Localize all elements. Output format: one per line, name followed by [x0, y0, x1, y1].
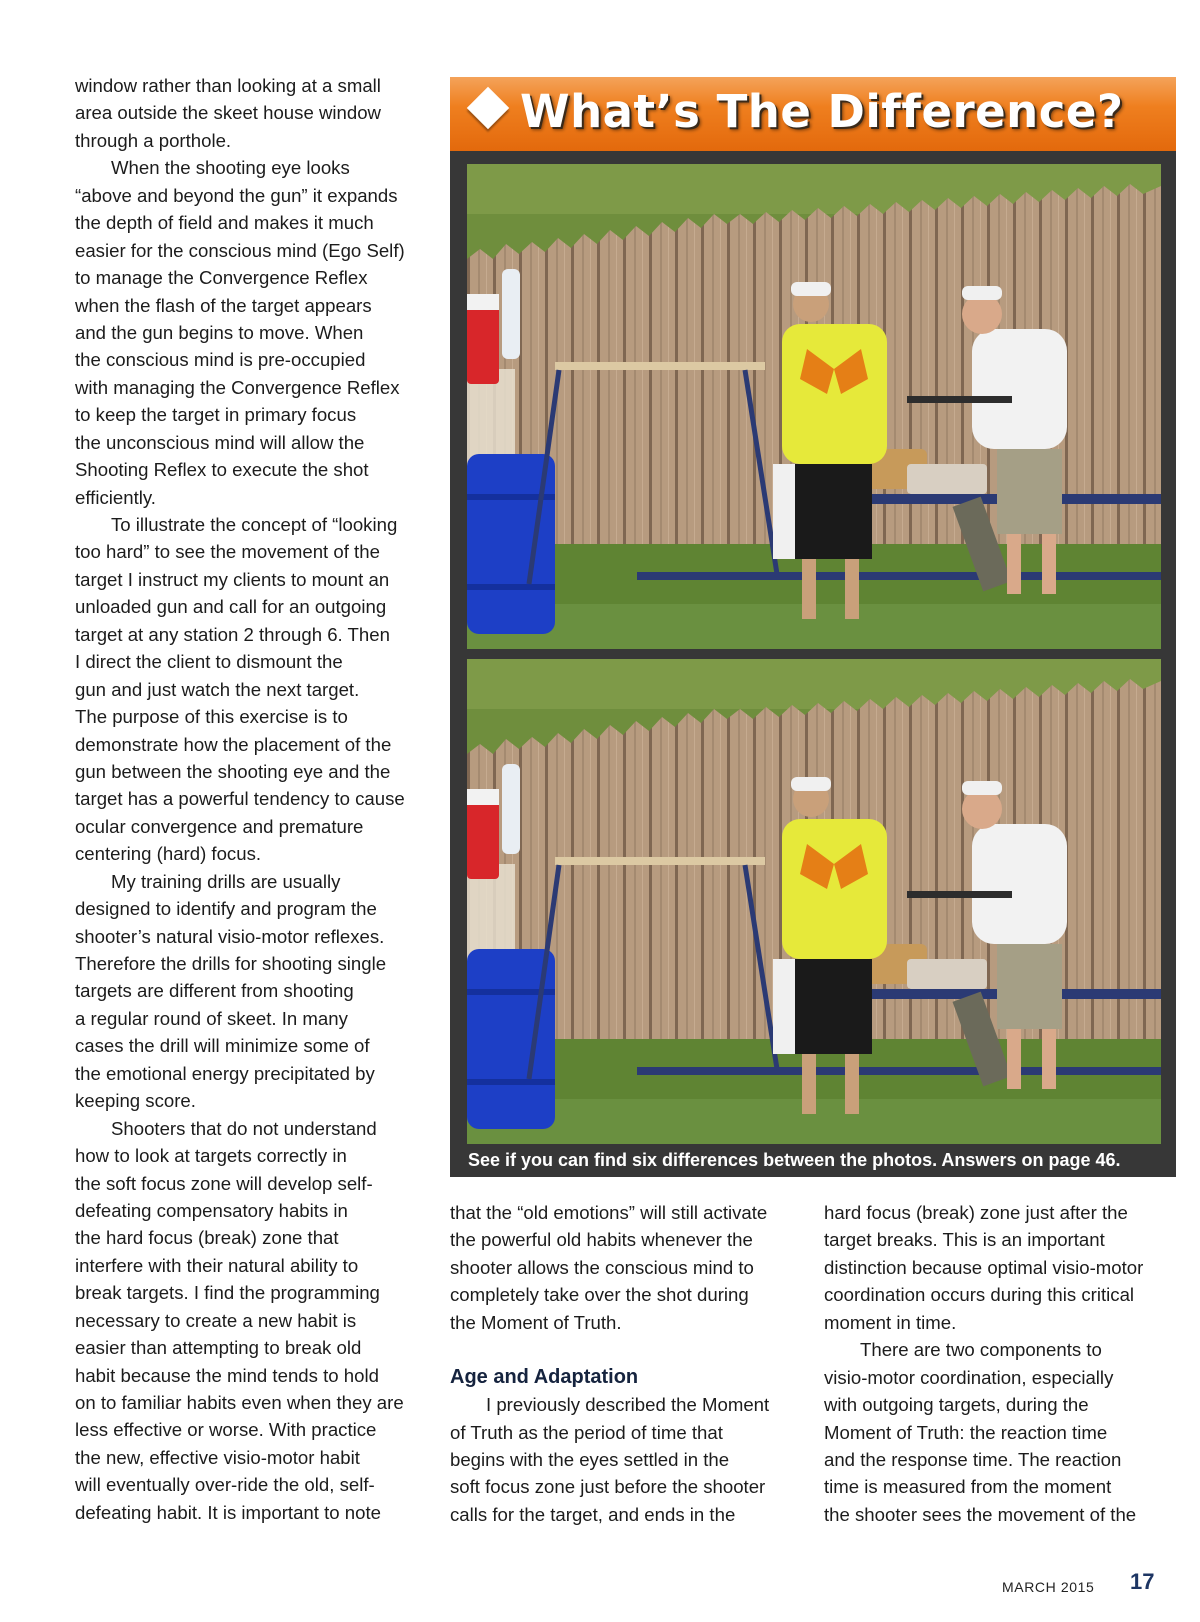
text-line: the new, effective visio-motor habit	[75, 1446, 360, 1468]
text-line: with outgoing targets, during the	[824, 1394, 1089, 1416]
text-line: unloaded gun and call for an outgoing	[75, 596, 387, 618]
article-column-right	[824, 1199, 1184, 1528]
text-line: “above and beyond the gun” it expands	[75, 184, 398, 206]
text-line: easier for the conscious mind (Ego Self)	[75, 239, 405, 261]
text-line: the shooter sees the movement of the	[824, 1503, 1137, 1525]
text-line: of Truth as the period of time that	[450, 1421, 723, 1443]
text-line: keeping score.	[75, 1090, 196, 1112]
diamond-bullet-icon	[467, 87, 509, 129]
text-line: the powerful old habits whenever the	[450, 1229, 753, 1251]
text-line: the soft focus zone will develop self-	[75, 1172, 373, 1194]
text-line: interfere with their natural ability to	[75, 1254, 359, 1276]
text-line: I direct the client to dismount the	[75, 651, 343, 673]
text-line: When the shooting eye looks	[111, 157, 350, 179]
text-line: too hard” to see the movement of the	[75, 541, 380, 563]
text-line: begins with the eyes settled in the	[450, 1448, 730, 1470]
text-line: calls for the target, and ends in the	[450, 1503, 736, 1525]
middle-column-text-bottom	[450, 1391, 810, 1528]
text-line: target breaks. This is an important	[824, 1229, 1105, 1251]
text-line: to manage the Convergence Reflex	[75, 267, 368, 289]
text-line: the hard focus (break) zone that	[75, 1227, 339, 1249]
text-line: break targets. I find the programming	[75, 1282, 380, 1304]
text-line: will eventually over-ride the old, self-	[75, 1474, 375, 1496]
text-line: less effective or worse. With practice	[75, 1419, 377, 1441]
text-line: coordination occurs during this critical	[824, 1284, 1135, 1306]
text-line: shooter’s natural visio-motor reflexes.	[75, 925, 385, 947]
text-line: hard focus (break) zone just after the	[824, 1202, 1128, 1223]
text-line: the depth of field and makes it much	[75, 212, 374, 234]
text-line: habit because the mind tends to hold	[75, 1364, 379, 1386]
text-line: that the “old emotions” will still activate	[450, 1202, 768, 1223]
text-line: a regular round of skeet. In many	[75, 1007, 348, 1029]
text-line: how to look at targets correctly in	[75, 1145, 347, 1167]
text-line: There are two components to	[860, 1339, 1102, 1361]
text-line: My training drills are usually	[111, 870, 341, 892]
text-line: the conscious mind is pre-occupied	[75, 349, 366, 371]
text-line: on to familiar habits even when they are	[75, 1392, 404, 1413]
text-line: defeating compensatory habits in	[75, 1199, 348, 1221]
text-line: ocular convergence and premature	[75, 815, 364, 837]
text-line: target has a powerful tendency to cause	[75, 788, 405, 810]
text-line: distinction because optimal visio-motor	[824, 1256, 1144, 1278]
text-line: cases the drill will minimize some of	[75, 1035, 370, 1057]
page-number: 17	[1130, 1569, 1155, 1594]
text-line: through a porthole.	[75, 129, 232, 151]
text-line: The purpose of this exercise is to	[75, 706, 348, 728]
difference-feature-box	[450, 77, 1176, 1177]
text-line: gun between the shooting eye and the	[75, 760, 391, 782]
text-line: the unconscious mind will allow the	[75, 431, 365, 453]
text-line: Shooters that do not understand	[111, 1117, 377, 1139]
text-line: time is measured from the moment	[824, 1476, 1112, 1498]
text-line: Shooting Reflex to execute the shot	[75, 459, 369, 481]
text-line: the emotional energy precipitated by	[75, 1062, 375, 1084]
text-line: I previously described the Moment	[486, 1394, 770, 1416]
text-line: when the flash of the target appears	[75, 294, 372, 316]
text-line: with managing the Convergence Reflex	[75, 376, 400, 398]
photo-caption: See if you can find six differences between the photos. Answers on page 46.	[468, 1150, 1121, 1170]
feature-header	[450, 77, 1176, 151]
text-line: defeating habit. It is important to note	[75, 1501, 381, 1523]
text-line: Moment of Truth: the reaction time	[824, 1421, 1108, 1443]
text-line: and the response time. The reaction	[824, 1448, 1122, 1470]
text-line: soft focus zone just before the shooter	[450, 1476, 766, 1498]
article-column-middle	[450, 1199, 810, 1528]
photo-top	[467, 164, 1161, 649]
section-heading: Age and Adaptation	[450, 1365, 639, 1388]
text-line: area outside the skeet house window	[75, 102, 381, 124]
text-line: centering (hard) focus.	[75, 843, 262, 865]
text-line: gun and just watch the next target.	[75, 678, 360, 700]
text-line: completely take over the shot during	[450, 1284, 749, 1306]
text-line: Therefore the drills for shooting single	[75, 953, 387, 974]
text-line: target at any station 2 through 6. Then	[75, 623, 390, 645]
text-line: designed to identify and program the	[75, 898, 377, 920]
text-line: to keep the target in primary focus	[75, 404, 357, 426]
footer-date: MARCH 2015	[1002, 1579, 1095, 1595]
text-line: demonstrate how the placement of the	[75, 733, 392, 755]
photo-bottom	[467, 659, 1161, 1144]
text-line: target I instruct my clients to mount an	[75, 568, 390, 590]
feature-title: What’s The Difference?	[520, 85, 1124, 138]
text-line: window rather than looking at a small	[75, 75, 381, 96]
text-line: targets are different from shooting	[75, 980, 354, 1002]
middle-column-text-top	[450, 1199, 810, 1336]
text-line: To illustrate the concept of “looking	[111, 514, 398, 535]
text-line: the Moment of Truth.	[450, 1311, 622, 1333]
text-line: efficiently.	[75, 486, 156, 508]
text-line: easier than attempting to break old	[75, 1337, 362, 1359]
article-column-left	[75, 72, 435, 1526]
text-line: shooter allows the conscious mind to	[450, 1256, 754, 1278]
text-line: necessary to create a new habit is	[75, 1309, 357, 1331]
text-line: and the gun begins to move. When	[75, 321, 364, 343]
text-line: visio-motor coordination, especially	[824, 1366, 1114, 1388]
text-line: moment in time.	[824, 1311, 957, 1333]
